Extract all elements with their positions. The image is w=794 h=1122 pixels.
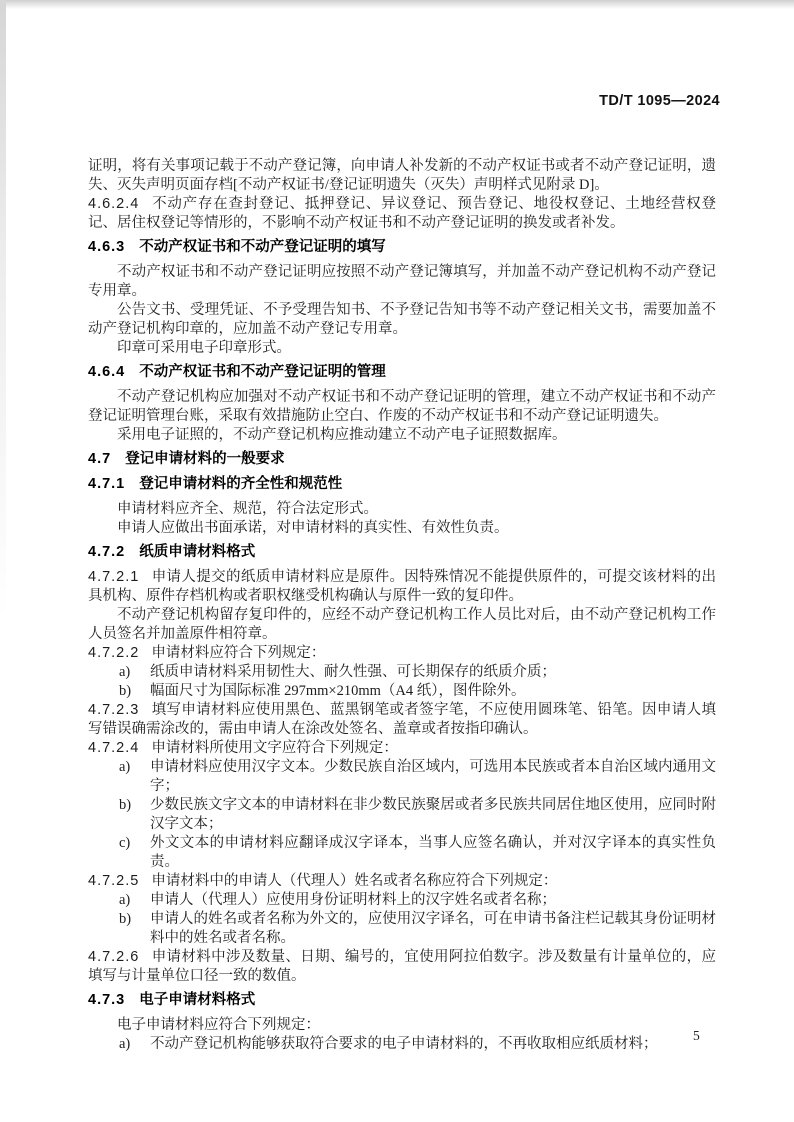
page-number: 5 xyxy=(693,1028,700,1043)
paragraph: 电子申请材料应符合下列规定： xyxy=(117,1017,320,1033)
paragraph: 申请材料应齐全、规范，符合法定形式。 xyxy=(117,501,378,517)
list-label: a) xyxy=(119,664,131,680)
list-label: b) xyxy=(119,683,132,699)
list-item-b xyxy=(88,796,716,834)
clause-text: 不动产存在查封登记、抵押登记、异议登记、预告登记、地役权登记、土地经营权登记、居住权登记等情形的，不影响不动产权证书和不动产登记证明的换发或者补发。 xyxy=(88,196,716,231)
heading-number: 4.7.1 xyxy=(88,476,126,492)
clause-text: 申请人提交的纸质申请材料应是原件。因特殊情况不能提供原件的，可提交该材料的出具机构、原件存档机构或者职权继受机构确认与原件一致的复印件。 xyxy=(88,569,716,604)
paragraph-continuation: 证明，将有关事项记载于不动产登记簿，向申请人补发新的不动产权证书或者不动产登记证明，遗失、灭失声明页面存档[不动产权证书/登记证明遗失（灭失）声明样式见附录 D]。 xyxy=(88,158,716,193)
heading-title: 不动产权证书和不动产登记证明的填写 xyxy=(139,239,386,255)
clause-4.7.2.3 xyxy=(88,701,716,739)
clause-number: 4.7.2.6 xyxy=(88,949,140,965)
heading-4.7.3 xyxy=(88,991,716,1010)
clause-4.6.2.4 xyxy=(88,195,716,233)
clause-4.7.2.1 xyxy=(88,568,716,606)
heading-title: 纸质申请材料格式 xyxy=(139,544,256,560)
clause-4.7.2.5 xyxy=(88,872,716,891)
heading-4.7.2 xyxy=(88,543,716,562)
heading-4.7.1 xyxy=(88,475,716,494)
list-item-b xyxy=(88,910,716,948)
heading-title: 登记申请材料的齐全性和规范性 xyxy=(139,476,343,492)
paragraph: 不动产登记机构留存复印件的，应经不动产登记机构工作人员比对后，由不动产登记机构工作人员签名并加盖原件相符章。 xyxy=(88,607,716,642)
list-item-a xyxy=(88,663,716,682)
list-item-a xyxy=(88,891,716,910)
list-text: 申请材料应使用汉字文本。少数民族自治区域内，可选用本民族或者本自治区域内通用文字； xyxy=(150,759,716,794)
list-text: 少数民族文字文本的申请材料在非少数民族聚居或者多民族共同居住地区使用，应同时附汉字文本； xyxy=(150,797,716,832)
list-label: c) xyxy=(119,835,131,851)
paragraph: 公告文书、受理凭证、不予受理告知书、不予登记告知书等不动产登记相关文书，需要加盖不动产登记机构印章的，应加盖不动产登记专用章。 xyxy=(88,302,716,337)
list-label: a) xyxy=(119,892,131,908)
list-text: 不动产登记机构能够获取符合要求的电子申请材料的，不再收取相应纸质材料； xyxy=(150,1036,658,1052)
paragraph: 不动产登记机构应加强对不动产权证书和不动产登记证明的管理，建立不动产权证书和不动产登记证明管理台账，采取有效措施防止空白、作废的不动产权证书和不动产登记证明遗失。 xyxy=(88,389,716,424)
heading-number: 4.7.2 xyxy=(88,544,126,560)
paragraph: 印章可采用电子印章形式。 xyxy=(117,340,291,356)
clause-number: 4.7.2.5 xyxy=(88,873,140,889)
document-body xyxy=(88,157,716,1054)
list-item-a xyxy=(88,1035,716,1054)
paragraph: 采用电子证照的，不动产登记机构应推动建立不动产电子证照数据库。 xyxy=(117,427,567,443)
paragraph: 不动产权证书和不动产登记证明应按照不动产登记簿填写，并加盖不动产登记机构不动产登记专用章。 xyxy=(88,264,716,299)
heading-title: 登记申请材料的一般要求 xyxy=(125,451,285,467)
heading-4.7 xyxy=(88,450,716,469)
list-label: b) xyxy=(119,911,132,927)
standard-code-header: TD/T 1095—2024 xyxy=(599,93,720,109)
clause-number: 4.6.2.4 xyxy=(88,196,140,212)
list-item-b xyxy=(88,682,716,701)
heading-number: 4.7 xyxy=(88,451,112,467)
clause-number: 4.7.2.3 xyxy=(88,702,140,718)
clause-number: 4.7.2.1 xyxy=(88,569,140,585)
list-text: 外文文本的申请材料应翻译成汉字译本，当事人应签名确认，并对汉字译本的真实性负责。 xyxy=(150,835,716,870)
heading-number: 4.6.3 xyxy=(88,239,126,255)
list-item-a xyxy=(88,758,716,796)
heading-title: 电子申请材料格式 xyxy=(139,992,256,1008)
list-text: 幅面尺寸为国际标准 297mm×210mm（A4 纸），图件除外。 xyxy=(150,683,526,699)
heading-4.6.3 xyxy=(88,238,716,257)
clause-text: 申请材料所使用文字应符合下列规定： xyxy=(151,740,398,756)
list-item-c xyxy=(88,834,716,872)
scan-edge-top xyxy=(0,0,794,9)
clause-number: 4.7.2.4 xyxy=(88,740,140,756)
heading-number: 4.6.4 xyxy=(88,364,126,380)
list-label: b) xyxy=(119,797,132,813)
clause-text: 申请材料中的申请人（代理人）姓名或者名称应符合下列规定： xyxy=(151,873,558,889)
clause-4.7.2.4 xyxy=(88,739,716,758)
heading-4.6.4 xyxy=(88,363,716,382)
heading-title: 不动产权证书和不动产登记证明的管理 xyxy=(139,364,386,380)
list-text: 申请人（代理人）应使用身份证明材料上的汉字姓名或者名称； xyxy=(150,892,556,908)
list-text: 纸质申请材料采用韧性大、耐久性强、可长期保存的纸质介质； xyxy=(150,664,556,680)
list-label: a) xyxy=(119,759,131,775)
clause-text: 填写申请材料应使用黑色、蓝黑钢笔或者签字笔，不应使用圆珠笔、铅笔。因申请人填写错误确需涂改的，需由申请人在涂改处签名、盖章或者按指印确认。 xyxy=(88,702,716,737)
paragraph: 申请人应做出书面承诺，对申请材料的真实性、有效性负责。 xyxy=(117,520,509,536)
scan-edge-left xyxy=(0,0,6,620)
clause-text: 申请材料中涉及数量、日期、编号的，宜使用阿拉伯数字。涉及数量有计量单位的，应填写与计量单位口径一致的数值。 xyxy=(88,949,716,984)
heading-number: 4.7.3 xyxy=(88,992,126,1008)
clause-number: 4.7.2.2 xyxy=(88,645,140,661)
clause-4.7.2.2 xyxy=(88,644,716,663)
list-label: a) xyxy=(119,1036,131,1052)
clause-4.7.2.6 xyxy=(88,948,716,986)
list-text: 申请人的姓名或者名称为外文的，应使用汉字译名，可在申请书备注栏记载其身份证明材料中的姓名或者名称。 xyxy=(150,911,716,946)
clause-text: 申请材料应符合下列规定： xyxy=(151,645,326,661)
